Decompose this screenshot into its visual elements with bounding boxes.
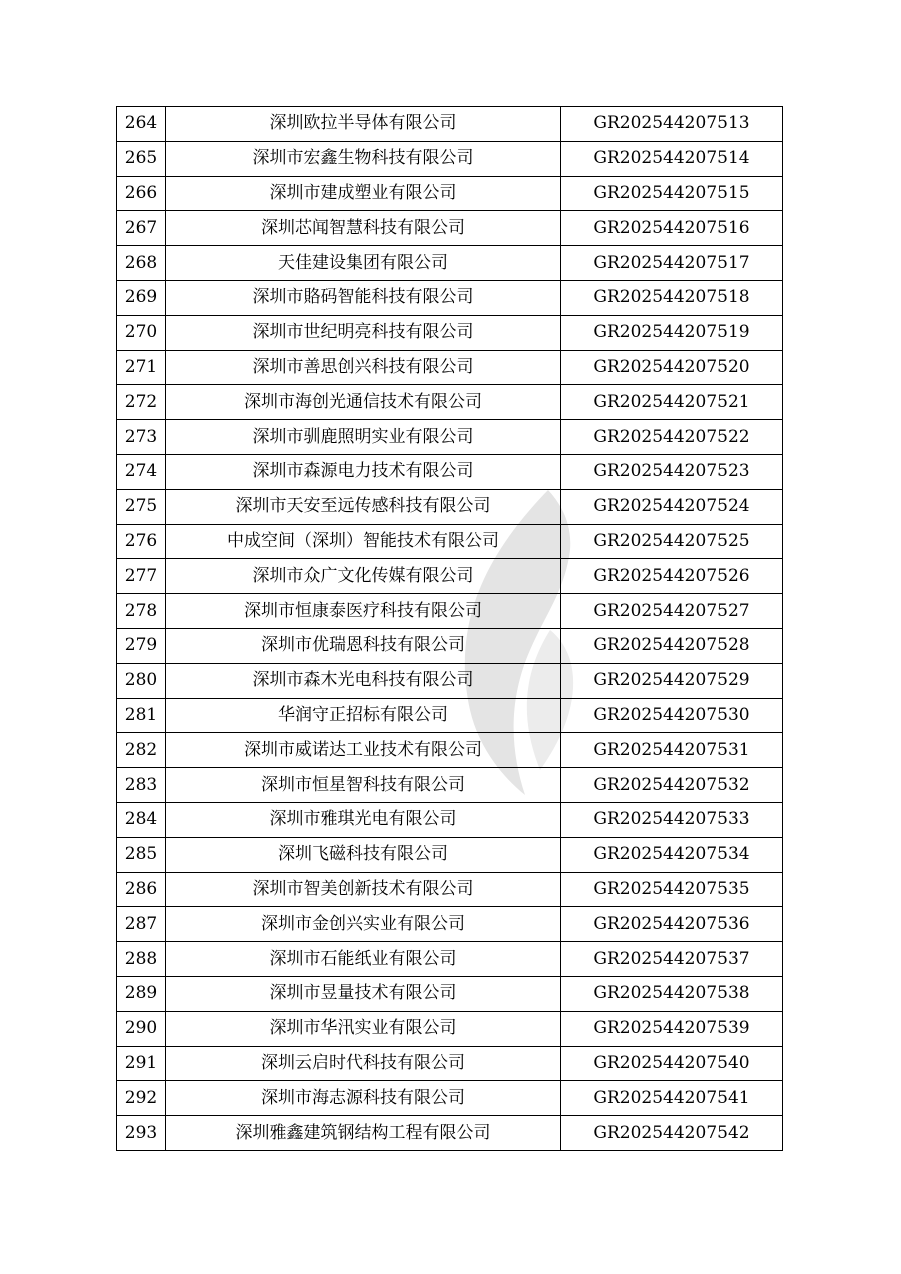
row-number: 278: [117, 594, 166, 629]
certificate-number: GR202544207531: [561, 733, 783, 768]
certificate-number: GR202544207513: [561, 107, 783, 142]
certificate-number: GR202544207540: [561, 1046, 783, 1081]
company-name: 深圳市智美创新技术有限公司: [166, 872, 561, 907]
certificate-number: GR202544207533: [561, 802, 783, 837]
company-name: 深圳市昱量技术有限公司: [166, 976, 561, 1011]
company-name: 深圳雅鑫建筑钢结构工程有限公司: [166, 1116, 561, 1151]
row-number: 287: [117, 907, 166, 942]
row-number: 288: [117, 942, 166, 977]
table-row: [117, 768, 783, 803]
row-number: 290: [117, 1011, 166, 1046]
company-name: 深圳市海志源科技有限公司: [166, 1081, 561, 1116]
row-number: 265: [117, 141, 166, 176]
row-number: 279: [117, 628, 166, 663]
row-number: 285: [117, 837, 166, 872]
company-name: 深圳飞磁科技有限公司: [166, 837, 561, 872]
row-number: 276: [117, 524, 166, 559]
table-row: [117, 1116, 783, 1151]
row-number: 292: [117, 1081, 166, 1116]
row-number: 274: [117, 454, 166, 489]
table-row: [117, 872, 783, 907]
row-number: 268: [117, 246, 166, 281]
company-name: 深圳市众广文化传媒有限公司: [166, 559, 561, 594]
row-number: 293: [117, 1116, 166, 1151]
table-row: [117, 628, 783, 663]
certificate-number: GR202544207537: [561, 942, 783, 977]
row-number: 266: [117, 176, 166, 211]
company-name: 深圳市世纪明亮科技有限公司: [166, 315, 561, 350]
table-row: [117, 907, 783, 942]
certificate-number: GR202544207518: [561, 280, 783, 315]
company-name: 深圳市森源电力技术有限公司: [166, 454, 561, 489]
table-row: [117, 1011, 783, 1046]
row-number: 267: [117, 211, 166, 246]
certificate-number: GR202544207516: [561, 211, 783, 246]
company-list-table: [116, 106, 783, 1151]
certificate-number: GR202544207514: [561, 141, 783, 176]
row-number: 264: [117, 107, 166, 142]
company-name: 天佳建设集团有限公司: [166, 246, 561, 281]
certificate-number: GR202544207522: [561, 420, 783, 455]
company-name: 深圳市森木光电科技有限公司: [166, 663, 561, 698]
company-name: 华润守正招标有限公司: [166, 698, 561, 733]
table-row: [117, 420, 783, 455]
company-name: 深圳芯闻智慧科技有限公司: [166, 211, 561, 246]
row-number: 282: [117, 733, 166, 768]
table-row: [117, 698, 783, 733]
row-number: 289: [117, 976, 166, 1011]
row-number: 281: [117, 698, 166, 733]
certificate-number: GR202544207535: [561, 872, 783, 907]
table-row: [117, 385, 783, 420]
certificate-number: GR202544207523: [561, 454, 783, 489]
company-name: 深圳市善思创兴科技有限公司: [166, 350, 561, 385]
table-row: [117, 837, 783, 872]
table-row: [117, 107, 783, 142]
company-name: 深圳市建成塑业有限公司: [166, 176, 561, 211]
certificate-number: GR202544207532: [561, 768, 783, 803]
row-number: 277: [117, 559, 166, 594]
row-number: 280: [117, 663, 166, 698]
row-number: 269: [117, 280, 166, 315]
row-number: 291: [117, 1046, 166, 1081]
certificate-number: GR202544207525: [561, 524, 783, 559]
company-name: 深圳欧拉半导体有限公司: [166, 107, 561, 142]
company-name: 深圳市威诺达工业技术有限公司: [166, 733, 561, 768]
certificate-number: GR202544207530: [561, 698, 783, 733]
company-name: 深圳市石能纸业有限公司: [166, 942, 561, 977]
company-name: 深圳市天安至远传感科技有限公司: [166, 489, 561, 524]
table-row: [117, 280, 783, 315]
certificate-number: GR202544207536: [561, 907, 783, 942]
company-name: 深圳市海创光通信技术有限公司: [166, 385, 561, 420]
certificate-number: GR202544207521: [561, 385, 783, 420]
table-row: [117, 315, 783, 350]
company-name: 深圳市恒康泰医疗科技有限公司: [166, 594, 561, 629]
company-name: 深圳市雅琪光电有限公司: [166, 802, 561, 837]
company-name: 深圳市优瑞恩科技有限公司: [166, 628, 561, 663]
row-number: 275: [117, 489, 166, 524]
table-row: [117, 976, 783, 1011]
certificate-number: GR202544207539: [561, 1011, 783, 1046]
table-row: [117, 141, 783, 176]
certificate-number: GR202544207534: [561, 837, 783, 872]
row-number: 283: [117, 768, 166, 803]
table-body: [117, 107, 783, 1151]
table-row: [117, 594, 783, 629]
company-name: 深圳市宏鑫生物科技有限公司: [166, 141, 561, 176]
company-name: 深圳云启时代科技有限公司: [166, 1046, 561, 1081]
table-row: [117, 350, 783, 385]
company-name: 深圳市金创兴实业有限公司: [166, 907, 561, 942]
certificate-number: GR202544207538: [561, 976, 783, 1011]
table-row: [117, 176, 783, 211]
table-row: [117, 211, 783, 246]
row-number: 273: [117, 420, 166, 455]
company-name: 深圳市驯鹿照明实业有限公司: [166, 420, 561, 455]
table-row: [117, 559, 783, 594]
table-row: [117, 1081, 783, 1116]
company-name: 中成空间（深圳）智能技术有限公司: [166, 524, 561, 559]
row-number: 271: [117, 350, 166, 385]
company-name: 深圳市賂码智能科技有限公司: [166, 280, 561, 315]
row-number: 286: [117, 872, 166, 907]
table-row: [117, 942, 783, 977]
table-row: [117, 524, 783, 559]
table-row: [117, 454, 783, 489]
certificate-number: GR202544207528: [561, 628, 783, 663]
certificate-number: GR202544207529: [561, 663, 783, 698]
certificate-number: GR202544207515: [561, 176, 783, 211]
table-row: [117, 733, 783, 768]
certificate-number: GR202544207527: [561, 594, 783, 629]
table-row: [117, 489, 783, 524]
certificate-number: GR202544207541: [561, 1081, 783, 1116]
certificate-number: GR202544207524: [561, 489, 783, 524]
certificate-number: GR202544207526: [561, 559, 783, 594]
certificate-number: GR202544207520: [561, 350, 783, 385]
certificate-number: GR202544207542: [561, 1116, 783, 1151]
row-number: 272: [117, 385, 166, 420]
row-number: 284: [117, 802, 166, 837]
table-row: [117, 1046, 783, 1081]
table-row: [117, 802, 783, 837]
certificate-number: GR202544207517: [561, 246, 783, 281]
table-row: [117, 246, 783, 281]
certificate-number: GR202544207519: [561, 315, 783, 350]
row-number: 270: [117, 315, 166, 350]
company-name: 深圳市华汛实业有限公司: [166, 1011, 561, 1046]
company-name: 深圳市恒星智科技有限公司: [166, 768, 561, 803]
table-row: [117, 663, 783, 698]
